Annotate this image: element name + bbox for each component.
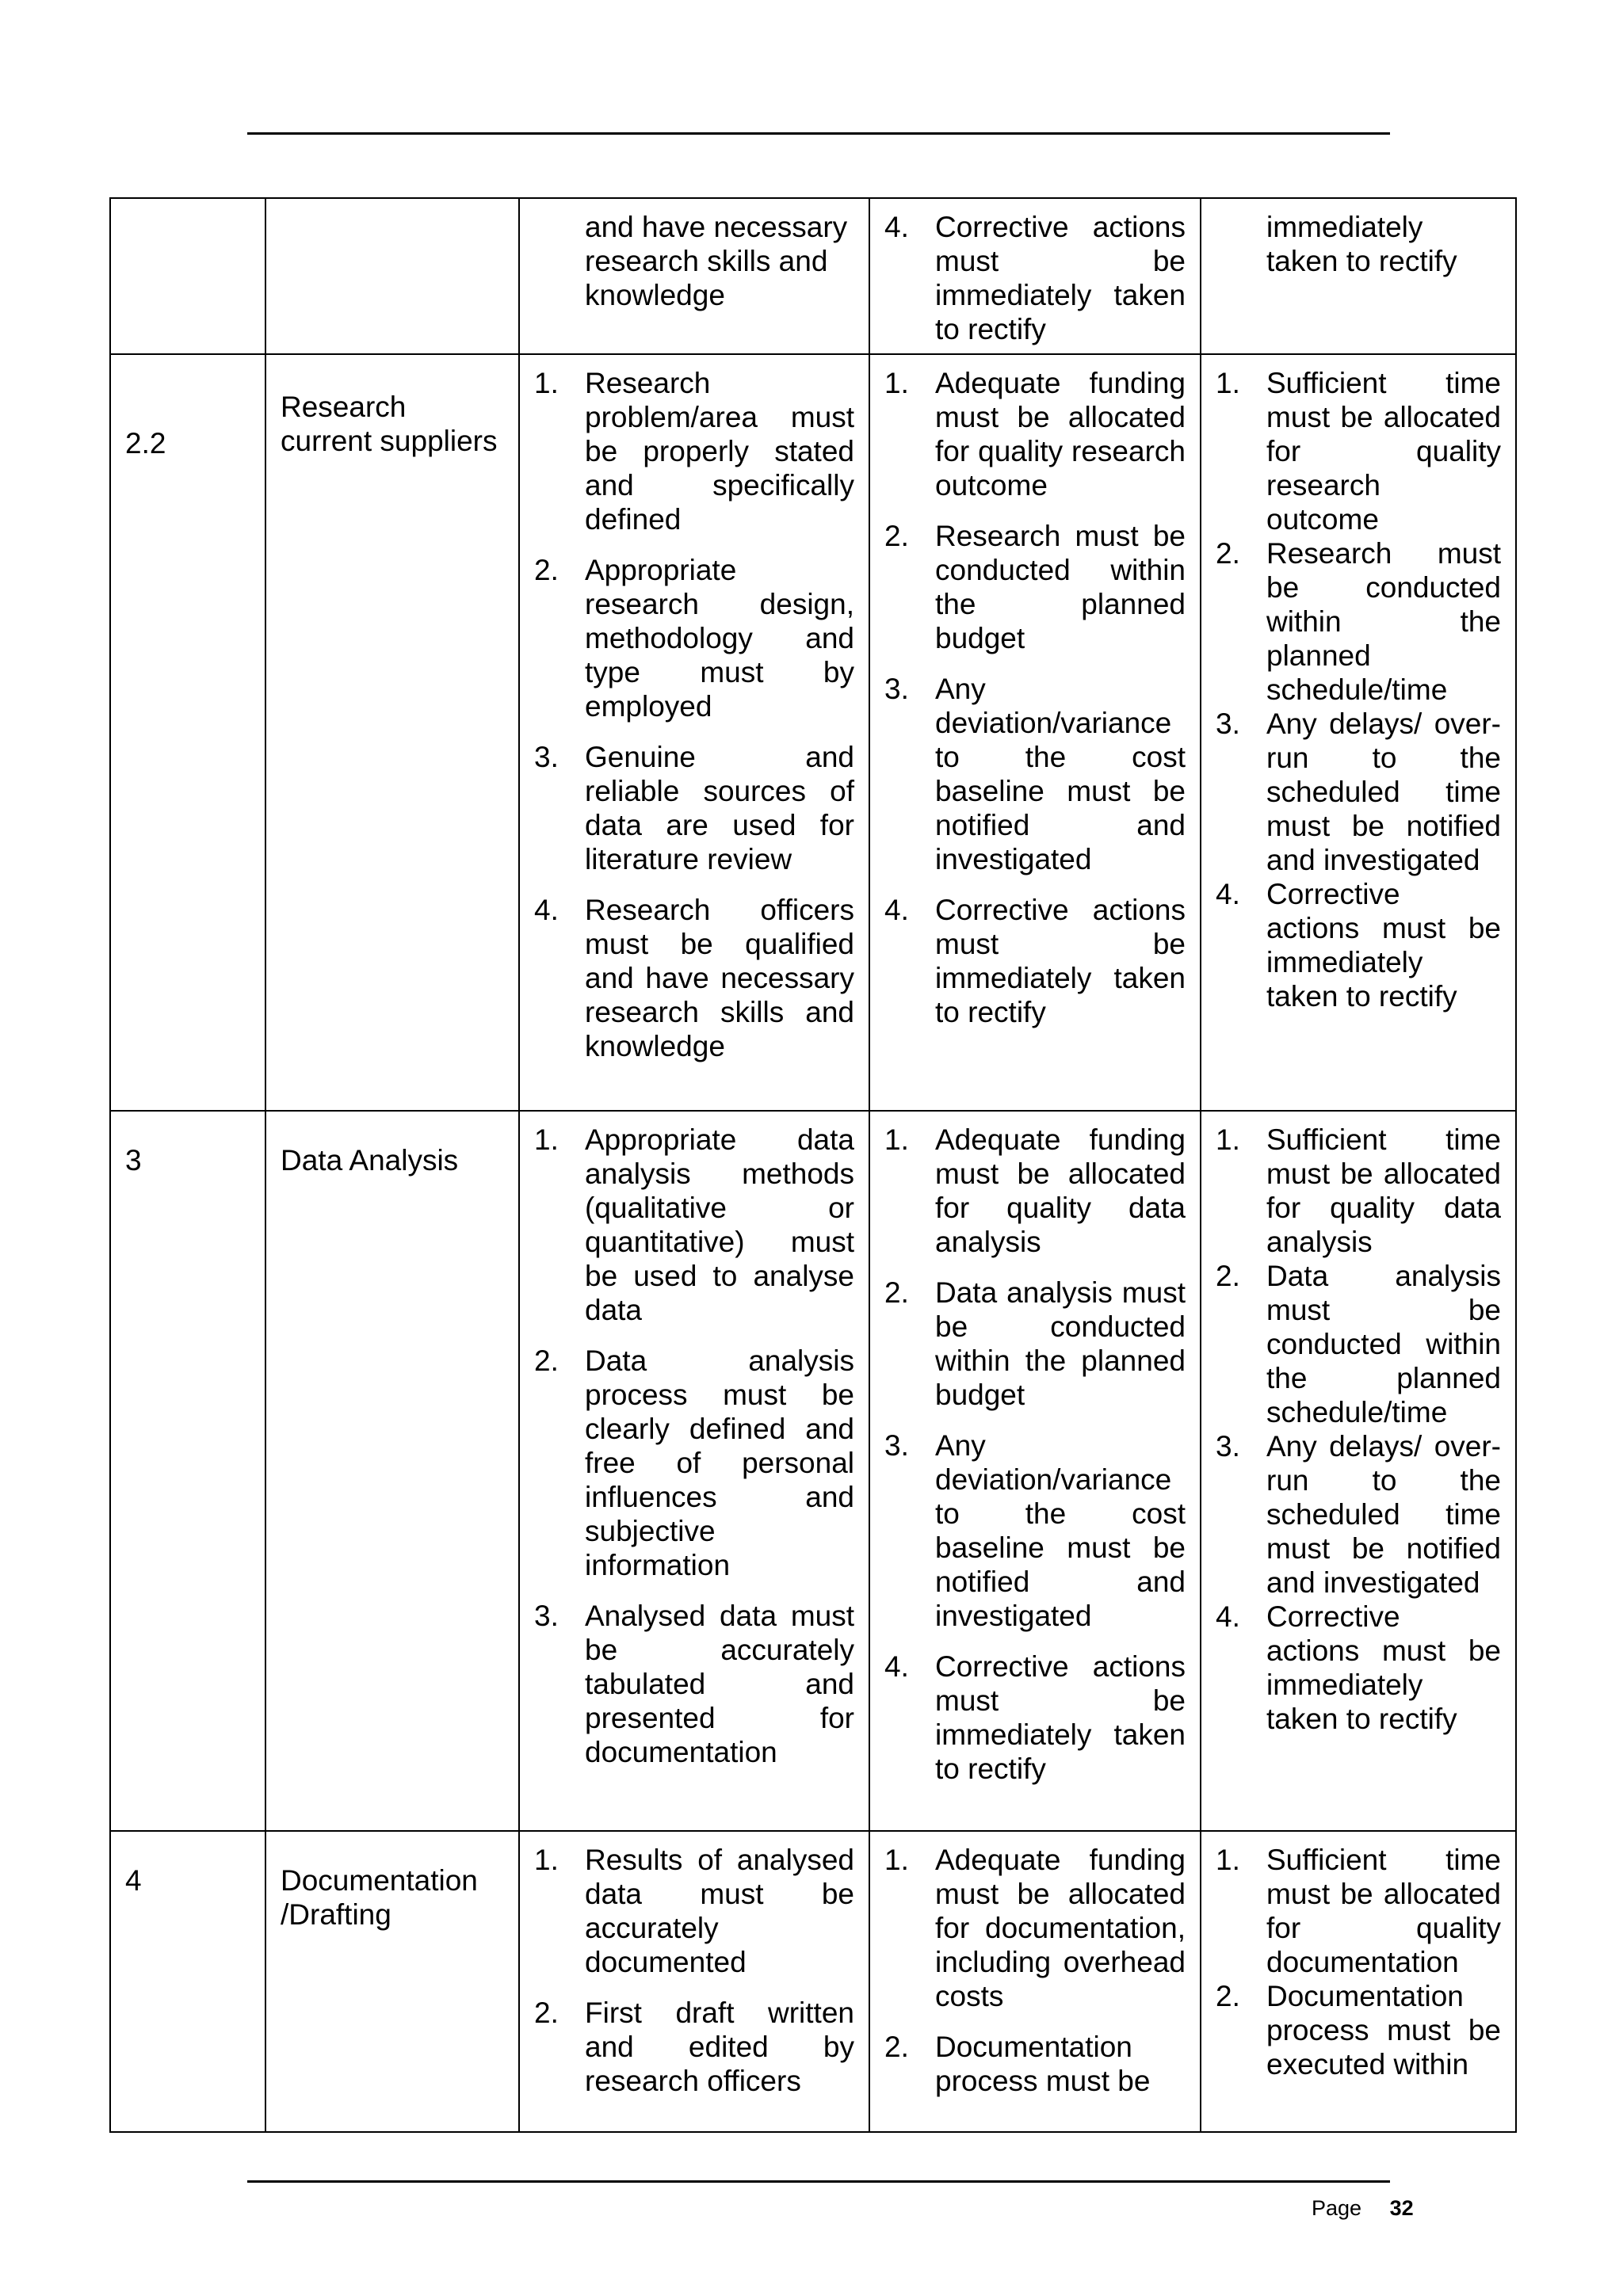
table-row bbox=[110, 354, 1516, 1111]
list-item: 1. Research problem/area must be properly stated and specifically defined bbox=[534, 367, 854, 536]
list-item: 4. Corrective actions must be immediately taken to rectify bbox=[1216, 878, 1501, 1013]
activity-cell: Data Analysis bbox=[265, 1111, 519, 1831]
quality-cell bbox=[519, 198, 869, 354]
list-item: 3. Any delays/ over-run to the scheduled time must be notified and investigated bbox=[1216, 707, 1501, 876]
list-item: 1. Sufficient time must be allocated for quality research outcome bbox=[1216, 367, 1501, 536]
list-item: 3. Analysed data must be accurately tabulated and presented for documentation bbox=[534, 1600, 854, 1768]
step-number-cell: 3 bbox=[110, 1111, 265, 1831]
list-item: 1. Sufficient time must be allocated for quality documentation bbox=[1216, 1844, 1501, 1978]
list-item: 3. Any deviation/variance to the cost baseline must be notified and investigated bbox=[884, 673, 1186, 875]
quality-cell bbox=[519, 1111, 869, 1831]
cost-cell bbox=[869, 354, 1201, 1111]
table-row bbox=[110, 198, 1516, 354]
list-item: 1. Appropriate data analysis methods (qualitative or quantitative) must be used to analyse data bbox=[534, 1123, 854, 1326]
quality-cell bbox=[519, 1831, 869, 2132]
list-item: immediately taken to rectify bbox=[1266, 211, 1457, 277]
page-number: 32 bbox=[1389, 2196, 1414, 2220]
list-item: 3. Any deviation/variance to the cost baseline must be notified and investigated bbox=[884, 1429, 1186, 1632]
list-item: 4. Research officers must be qualified and have necessary research skills and knowledge bbox=[534, 894, 854, 1062]
list-item: 2. Data analysis must be conducted within the planned schedule/time bbox=[1216, 1260, 1501, 1428]
list-item: 1. Adequate funding must be allocated for documentation, including overhead costs bbox=[884, 1844, 1186, 2012]
list-item: 3. Any delays/ over-run to the scheduled time must be notified and investigated bbox=[1216, 1430, 1501, 1599]
list-item: 3. Genuine and reliable sources of data are used for literature review bbox=[534, 741, 854, 875]
header-rule bbox=[247, 132, 1390, 135]
activity-cell: Research current suppliers bbox=[265, 354, 519, 1111]
cost-cell bbox=[869, 198, 1201, 354]
time-cell bbox=[1201, 1831, 1516, 2132]
cost-cell bbox=[869, 1831, 1201, 2132]
activity-cell bbox=[265, 198, 519, 354]
list-item: 2. Data analysis must be conducted within the planned budget bbox=[884, 1276, 1186, 1411]
list-item: 2. First draft written and edited by research officers bbox=[534, 1997, 854, 2097]
time-cell bbox=[1201, 198, 1516, 354]
activity-cell: Documentation /Drafting bbox=[265, 1831, 519, 2132]
list-item: 4. Corrective actions must be immediately taken to rectify bbox=[1216, 1600, 1501, 1735]
page-label: Page bbox=[1312, 2196, 1362, 2220]
list-item: 2. Appropriate research design, methodology and type must by employed bbox=[534, 554, 854, 723]
cost-cell bbox=[869, 1111, 1201, 1831]
time-cell bbox=[1201, 354, 1516, 1111]
step-number-cell bbox=[110, 198, 265, 354]
list-item: 1. Sufficient time must be allocated for quality data analysis bbox=[1216, 1123, 1501, 1258]
quality-cost-time-table bbox=[109, 197, 1517, 2133]
list-item: 1. Adequate funding must be allocated for quality research outcome bbox=[884, 367, 1186, 502]
step-number-cell: 4 bbox=[110, 1831, 265, 2132]
footer-rule bbox=[247, 2180, 1390, 2183]
list-item: and have necessary research skills and knowledge bbox=[585, 211, 848, 311]
list-item: 1. Adequate funding must be allocated for quality data analysis bbox=[884, 1123, 1186, 1258]
list-item: 4. Corrective actions must be immediately taken to rectify bbox=[884, 894, 1186, 1028]
list-item: 2. Research must be conducted within the planned schedule/time bbox=[1216, 537, 1501, 706]
time-cell bbox=[1201, 1111, 1516, 1831]
table-row bbox=[110, 1111, 1516, 1831]
list-item: 2. Research must be conducted within the planned budget bbox=[884, 520, 1186, 654]
table-row bbox=[110, 1831, 1516, 2132]
list-item: 1. Results of analysed data must be accurately documented bbox=[534, 1844, 854, 1978]
list-item: 2. Data analysis process must be clearly defined and free of personal influences and subjective information bbox=[534, 1344, 854, 1581]
list-item: 4. Corrective actions must be immediately taken to rectify bbox=[884, 211, 1186, 345]
list-item: 4. Corrective actions must be immediately taken to rectify bbox=[884, 1650, 1186, 1785]
step-number-cell: 2.2 bbox=[110, 354, 265, 1111]
page-footer bbox=[1312, 2196, 1414, 2221]
quality-cell bbox=[519, 354, 869, 1111]
list-item: 2. Documentation process must be bbox=[884, 2031, 1151, 2097]
list-item: 2. Documentation process must be executed within bbox=[1216, 1980, 1501, 2081]
